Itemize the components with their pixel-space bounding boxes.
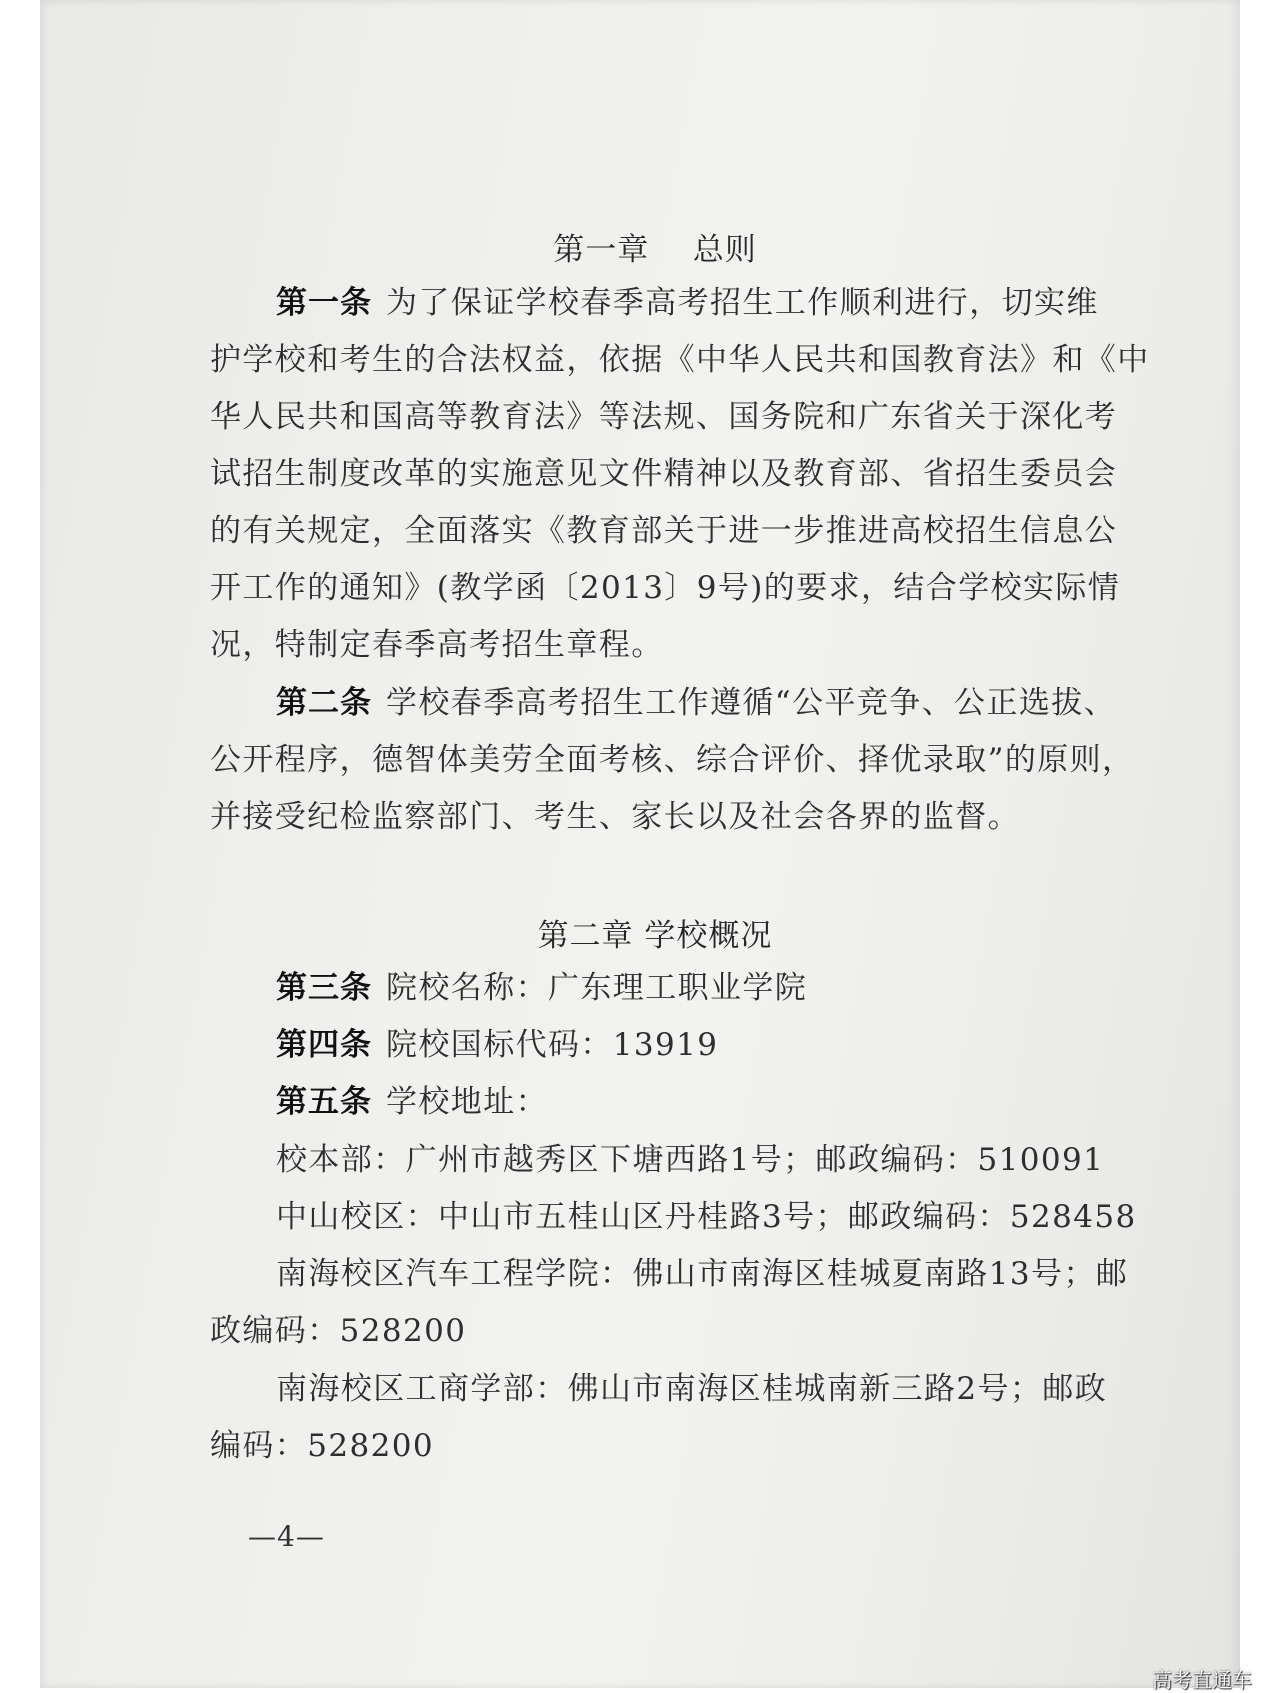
article-1-line-4: 试招生制度改革的实施意见文件精神以及教育部、省招生委员会 — [210, 456, 1118, 492]
article-1-line-3: 华人民共和国高等教育法》等法规、国务院和广东省关于深化考 — [210, 399, 1118, 435]
address-auto-engineering-line-2: 政编码：528200 — [210, 1313, 467, 1349]
article-1-line-1 — [276, 283, 1099, 323]
article-5-text: 学校地址： — [386, 1084, 548, 1120]
chapter-2-title: 第二章 学校概况 — [537, 918, 773, 954]
watermark: 高考直通车 — [1152, 1668, 1252, 1692]
address-zhongshan-campus: 中山校区：中山市五桂山区丹桂路3号；邮政编码：528458 — [276, 1199, 1137, 1235]
article-3 — [276, 968, 807, 1008]
article-2-label: 第二条 — [276, 685, 372, 721]
article-3-text: 院校名称：广东理工职业学院 — [386, 970, 808, 1006]
article-5-label: 第五条 — [276, 1084, 372, 1120]
address-business-line-1: 南海校区工商学部：佛山市南海区桂城南新三路2号；邮政 — [276, 1371, 1108, 1407]
address-auto-engineering-line-1: 南海校区汽车工程学院：佛山市南海区桂城夏南路13号；邮 — [276, 1256, 1129, 1292]
address-business-line-2: 编码：528200 — [210, 1428, 434, 1464]
article-1-text: 为了保证学校春季高考招生工作顺利进行，切实维 — [386, 285, 1099, 321]
article-4 — [276, 1025, 718, 1065]
address-main-campus: 校本部：广州市越秀区下塘西路1号；邮政编码：510091 — [276, 1142, 1105, 1178]
article-1-line-5: 的有关规定，全面落实《教育部关于进一步推进高校招生信息公 — [210, 513, 1118, 549]
article-3-label: 第三条 — [276, 970, 372, 1006]
article-4-text: 院校国标代码：13919 — [386, 1027, 719, 1063]
article-2-line-1 — [276, 683, 1116, 723]
article-2-line-2: 公开程序，德智体美劳全面考核、综合评价、择优录取”的原则， — [210, 742, 1135, 778]
article-1-label: 第一条 — [276, 285, 372, 321]
article-2-text: 学校春季高考招生工作遵循“公平竞争、公正选拔、 — [386, 685, 1117, 721]
article-5 — [276, 1082, 548, 1122]
page-margin — [1240, 0, 1280, 1688]
article-2-line-3: 并接受纪检监察部门、考生、家长以及社会各界的监督。 — [210, 799, 1020, 835]
article-4-label: 第四条 — [276, 1027, 372, 1063]
page-number: —4— — [248, 1520, 325, 1553]
chapter-1-title: 第一章 总则 — [553, 232, 757, 268]
article-1-line-7: 况，特制定春季高考招生章程。 — [210, 627, 664, 663]
article-1-line-6: 开工作的通知》(教学函〔2013〕9号)的要求，结合学校实际情 — [210, 570, 1121, 606]
article-1-line-2: 护学校和考生的合法权益，依据《中华人民共和国教育法》和《中 — [210, 342, 1150, 378]
